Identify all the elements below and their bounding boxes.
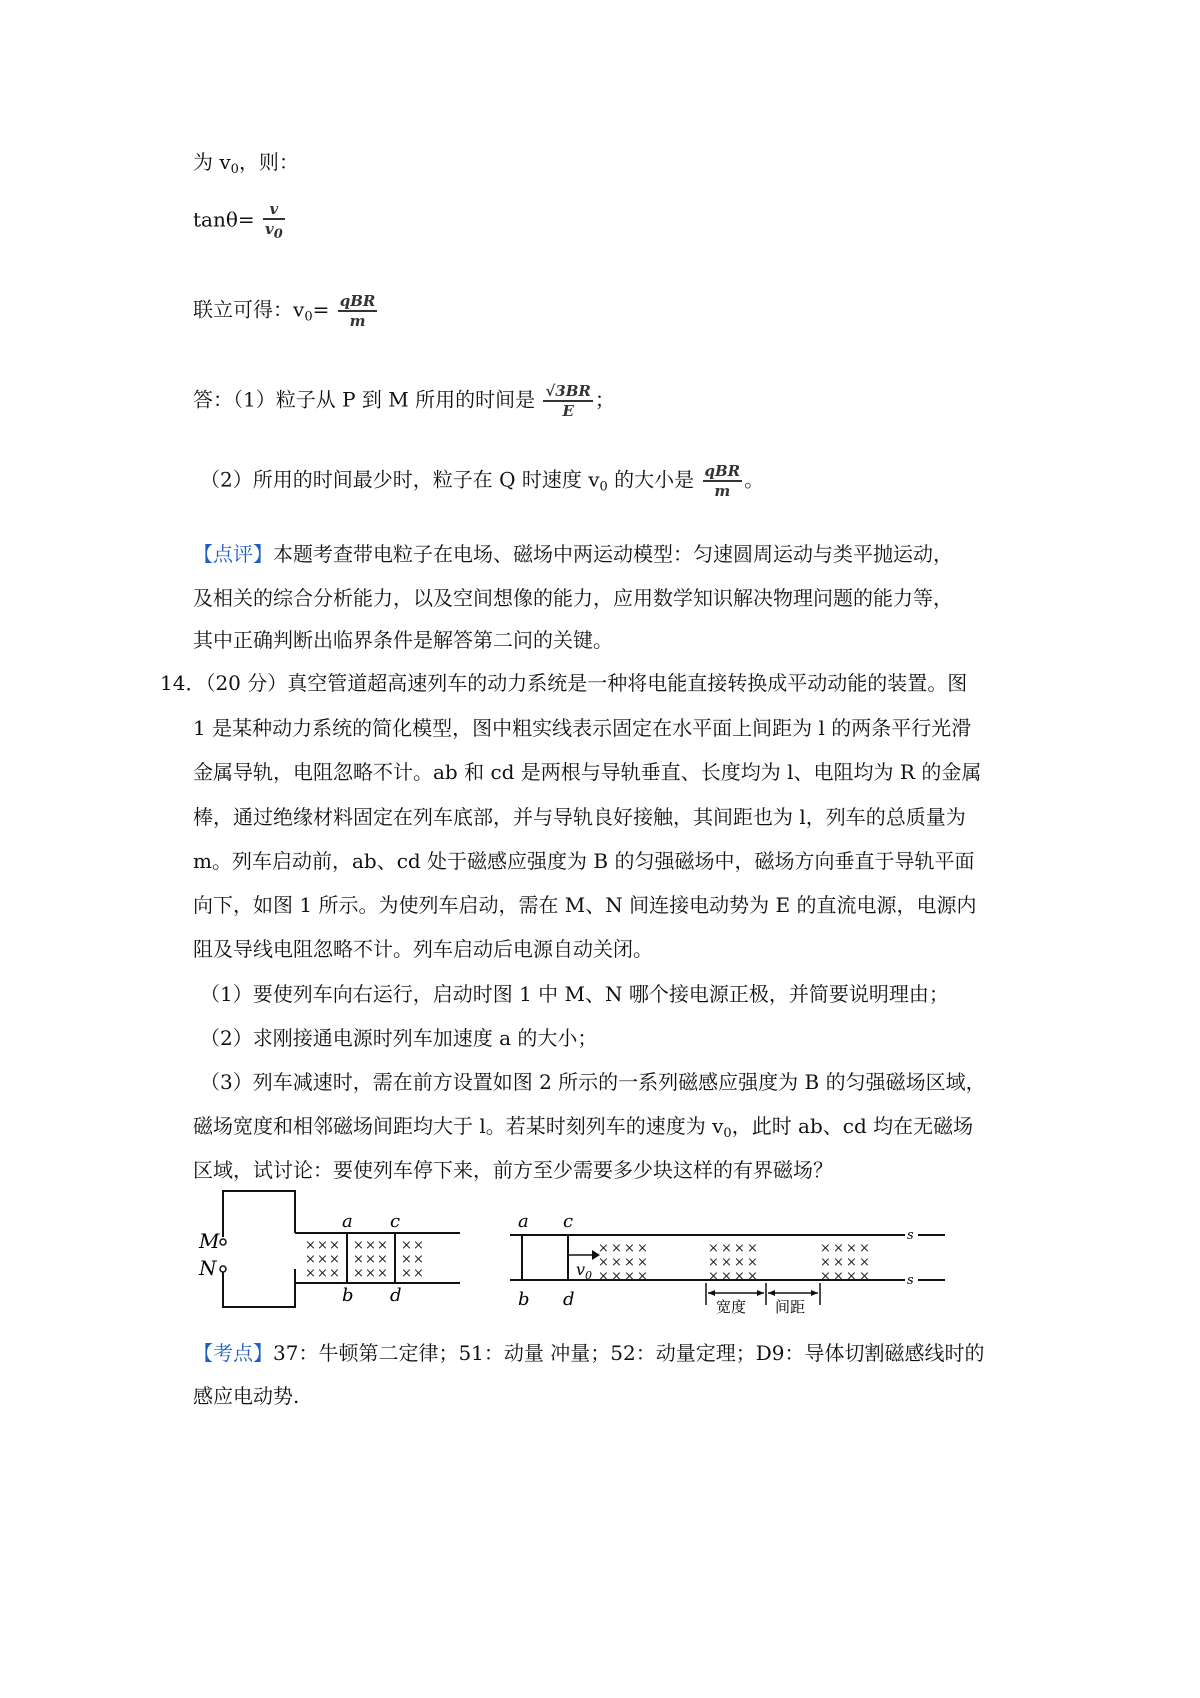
tan-fraction: $\frac{v}{v_0}$	[265, 200, 283, 242]
field-cross: ×	[734, 1255, 745, 1270]
comment-tag: 【点评】	[193, 542, 273, 566]
magnetic-field-region	[305, 1238, 424, 1281]
field-cross: ×	[365, 1238, 376, 1253]
field-cross: ×	[708, 1241, 719, 1256]
field-cross: ×	[846, 1255, 857, 1270]
field-cross: ×	[353, 1266, 364, 1281]
terminal-M	[220, 1239, 226, 1245]
v0-fraction: $\frac{\text{qBR}}{m}$	[339, 292, 376, 330]
q14-part-3: （3）列车减速时，需在前方设置如图 2 所示的一系列磁感应强度为 B 的匀强磁场区域，	[200, 1070, 986, 1094]
label-b: b	[342, 1285, 354, 1306]
answer-1: 答：（1）粒子从 P 到 M 所用的时间是 $\frac{√3BR}{E}$ ；	[193, 382, 615, 420]
field-cross: ×	[637, 1269, 648, 1284]
lianli-equation: 联立可得：$v_0=$ $\frac{\text{qBR}}{m}$	[193, 292, 376, 330]
circuit-wire-top	[223, 1191, 295, 1233]
circuit-wire-bottom	[223, 1269, 295, 1307]
field-cross: ×	[598, 1241, 609, 1256]
field-cross: ×	[820, 1241, 831, 1256]
label-c: c	[390, 1211, 401, 1232]
field-cross: ×	[721, 1255, 732, 1270]
break-mark-top: s	[907, 1228, 914, 1243]
label-v0: $v_0$	[576, 1260, 593, 1282]
field-cross: ×	[305, 1266, 316, 1281]
field-cross: ×	[401, 1238, 412, 1253]
field-cross: ×	[708, 1269, 719, 1284]
field-cross: ×	[859, 1255, 870, 1270]
field-cross: ×	[365, 1252, 376, 1267]
field-cross: ×	[413, 1266, 424, 1281]
field-cross: ×	[721, 1241, 732, 1256]
figure-1	[195, 1185, 465, 1315]
field-cross: ×	[611, 1255, 622, 1270]
field-cross: ×	[317, 1252, 328, 1267]
label-d: d	[563, 1289, 575, 1310]
q14-line-12: 区域，试讨论：要使列车停下来，前方至少需要多少块这样的有界磁场？	[193, 1158, 833, 1182]
tan-equation: tanθ= $\frac{v}{v_0}$	[193, 200, 283, 242]
time-fraction: $\frac{√3BR}{E}$	[545, 382, 591, 420]
kaodian-tag: 【考点】	[193, 1341, 273, 1365]
label-N: N	[199, 1256, 217, 1280]
field-cross: ×	[846, 1269, 857, 1284]
field-cross: ×	[611, 1269, 622, 1284]
field-cross: ×	[353, 1252, 364, 1267]
field-cross: ×	[413, 1252, 424, 1267]
field-cross: ×	[747, 1269, 758, 1284]
field-cross: ×	[846, 1241, 857, 1256]
q14-line-1: 14．（20 分）真空管道超高速列车的动力系统是一种将电能直接转换成平动动能的装置。图	[160, 671, 968, 695]
field-cross: ×	[329, 1252, 340, 1267]
label-b: b	[518, 1289, 530, 1310]
kaodian-line-1: 【考点】37：牛顿第二定律；51：动量 冲量；52：动量定理；D9：导体切割磁感线时的	[193, 1341, 985, 1365]
field-cross: ×	[734, 1241, 745, 1256]
field-cross: ×	[820, 1255, 831, 1270]
field-cross: ×	[305, 1252, 316, 1267]
field-cross: ×	[401, 1266, 412, 1281]
speed-fraction: $\frac{\text{qBR}}{m}$	[704, 462, 741, 500]
figure-2	[510, 1205, 950, 1315]
label-c: c	[563, 1211, 574, 1232]
field-cross: ×	[598, 1269, 609, 1284]
q14-line-6: 向下，如图 1 所示。为使列车启动，需在 M、N 间连接电动势为 E 的直流电源，电源内	[193, 893, 977, 917]
field-cross: ×	[747, 1255, 758, 1270]
comment-line-2: 及相关的综合分析能力，以及空间想像的能力，应用数学知识解决物理问题的能力等，	[193, 586, 953, 610]
field-cross: ×	[413, 1238, 424, 1253]
field-cross: ×	[598, 1255, 609, 1270]
field-cross: ×	[317, 1238, 328, 1253]
field-cross: ×	[329, 1266, 340, 1281]
field-cross: ×	[859, 1269, 870, 1284]
field-cross: ×	[365, 1266, 376, 1281]
field-cross: ×	[329, 1238, 340, 1253]
field-cross: ×	[859, 1241, 870, 1256]
field-cross: ×	[377, 1252, 388, 1267]
field-cross: ×	[833, 1269, 844, 1284]
field-cross: ×	[833, 1255, 844, 1270]
field-cross: ×	[734, 1269, 745, 1284]
q14-line-7: 阻及导线电阻忽略不计。列车启动后电源自动关闭。	[193, 937, 653, 961]
solution-line-v0: 为 $v_0$，则：	[193, 150, 299, 177]
q14-part-1: （1）要使列车向右运行，启动时图 1 中 M、N 哪个接电源正极，并简要说明理由；	[200, 982, 949, 1006]
field-cross: ×	[721, 1269, 732, 1284]
kaodian-line-2: 感应电动势.	[193, 1384, 300, 1408]
label-d: d	[390, 1285, 402, 1306]
q14-line-3: 金属导轨，电阻忽略不计。ab 和 cd 是两根与导轨垂直、长度均为 l、电阻均为 R 的金属	[193, 760, 982, 784]
field-cross: ×	[624, 1269, 635, 1284]
field-cross: ×	[317, 1266, 328, 1281]
label-gap: 间距	[775, 1298, 806, 1315]
field-cross: ×	[747, 1241, 758, 1256]
field-cross: ×	[637, 1241, 648, 1256]
terminal-N	[220, 1266, 226, 1272]
field-cross: ×	[305, 1238, 316, 1253]
label-a: a	[342, 1211, 353, 1232]
field-cross: ×	[708, 1255, 719, 1270]
field-cross: ×	[820, 1269, 831, 1284]
field-cross: ×	[611, 1241, 622, 1256]
comment-line-1: 【点评】本题考查带电粒子在电场、磁场中两运动模型：匀速圆周运动与类平抛运动，	[193, 542, 953, 566]
q14-line-4: 棒，通过绝缘材料固定在列车底部，并与导轨良好接触，其间距也为 l，列车的总质量为	[193, 805, 966, 829]
label-M: M	[199, 1229, 220, 1253]
q14-line-2: 1 是某种动力系统的简化模型，图中粗实线表示固定在水平面上间距为 l 的两条平行光滑	[193, 716, 972, 740]
field-cross: ×	[624, 1241, 635, 1256]
q14-part-2: （2）求刚接通电源时列车加速度 a 的大小；	[200, 1026, 598, 1050]
label-width: 宽度	[716, 1298, 747, 1315]
field-cross: ×	[401, 1252, 412, 1267]
field-cross: ×	[833, 1241, 844, 1256]
field-cross: ×	[624, 1255, 635, 1270]
comment-line-3: 其中正确判断出临界条件是解答第二问的关键。	[193, 628, 613, 652]
break-mark-bottom: s	[907, 1273, 914, 1288]
field-cross: ×	[377, 1238, 388, 1253]
q14-line-5: m。列车启动前，ab、cd 处于磁感应强度为 B 的匀强磁场中，磁场方向垂直于导轨平面	[193, 849, 975, 873]
field-cross: ×	[637, 1255, 648, 1270]
q14-line-11: 磁场宽度和相邻磁场间距均大于 l。若某时刻列车的速度为 $v_0$，此时 ab、cd 均在无磁场	[193, 1114, 974, 1141]
magnetic-field-regions	[598, 1241, 870, 1284]
field-cross: ×	[353, 1238, 364, 1253]
field-cross: ×	[377, 1266, 388, 1281]
answer-2: （2）所用的时间最少时，粒子在 Q 时速度 $v_0$ 的大小是 $\frac{\text{qBR}}{m}$ 。	[200, 462, 765, 500]
label-a: a	[518, 1211, 529, 1232]
